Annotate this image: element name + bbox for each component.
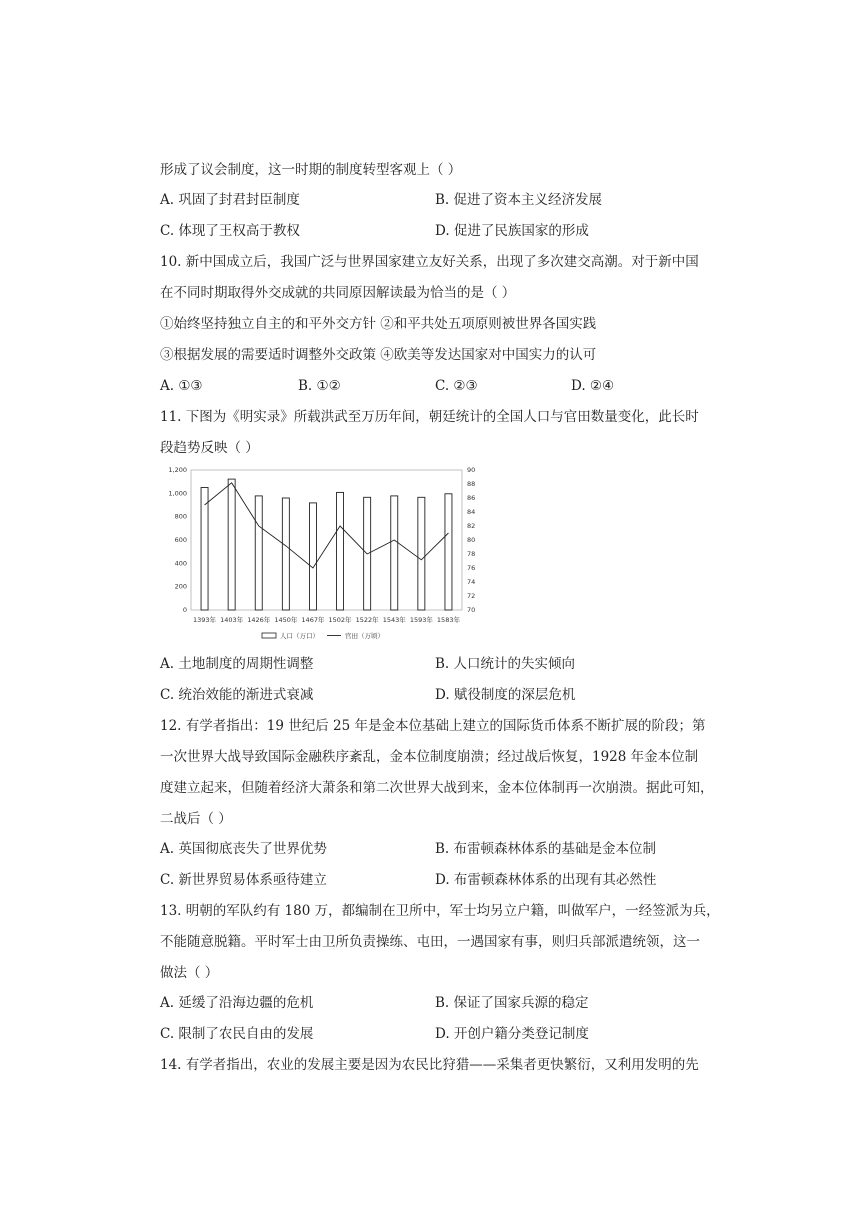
left-axis-tick-label: 1,000 [168,489,187,498]
x-axis-tick-label: 1393年 [193,616,217,624]
population-bar [201,488,208,611]
population-bar [337,492,344,610]
legend-bar-label: 人口（万口） [280,632,319,640]
q11-option-d: D. 赋役制度的深层危机 [435,687,576,703]
right-axis-tick-label: 74 [467,578,476,586]
left-axis-tick-label: 1,200 [168,466,187,474]
x-axis-tick-label: 1426年 [247,616,271,624]
population-bar [282,498,289,610]
official-land-line [205,483,449,568]
q12-option-b: B. 布雷顿森林体系的基础是金本位制 [435,841,657,857]
q10-option-a: A. ①③ [160,378,203,394]
x-axis-tick-label: 1403年 [220,616,244,624]
x-axis-tick-label: 1593年 [409,616,433,624]
x-axis-tick-label: 1467年 [301,616,325,624]
q12-stem-line-4: 二战后（ ） [160,811,232,827]
x-axis-tick-label: 1583年 [436,616,460,624]
q12-option-a: A. 英国彻底丧失了世界优势 [160,841,327,857]
q10-option-c: C. ②③ [435,378,478,394]
chart-svg [157,460,492,650]
q13-option-b: B. 保证了国家兵源的稳定 [435,995,589,1011]
q9-option-d: D. 促进了民族国家的形成 [435,223,589,239]
q12-stem-line-1: 12. 有学者指出：19 世纪后 25 年是金本位基础上建立的国际货币体系不断扩展的阶段；第 [160,718,706,734]
q11-option-a: A. 土地制度的周期性调整 [160,656,314,672]
legend-bar-swatch [262,633,276,638]
right-axis-tick-label: 88 [467,480,476,488]
population-bar [228,479,235,610]
q10-statements-line-2: ③根据发展的需要适时调整外交政策 ④欧美等发达国家对中国实力的认可 [160,347,597,363]
left-axis-tick-label: 200 [174,582,187,591]
right-axis-tick-label: 76 [467,564,476,572]
left-axis-tick-label: 0 [182,606,187,614]
right-axis-tick-label: 84 [467,508,476,516]
q12-stem-line-3: 度建立起来，但随着经济大萧条和第二次世界大战到来，金本位体制再一次崩溃。据此可知， [160,780,714,796]
x-axis-tick-label: 1543年 [382,616,406,624]
x-axis-tick-label: 1450年 [274,616,298,624]
left-axis-tick-label: 800 [174,512,187,521]
q12-option-c: C. 新世界贸易体系亟待建立 [160,872,327,888]
q14-stem-line-1: 14. 有学者指出，农业的发展主要是因为农民比狩猎——采集者更快繁衍，又利用发明的先 [160,1057,699,1073]
q12-stem-line-2: 一次世界大战导致国际金融秩序紊乱，金本位制度崩溃；经过战后恢复，1928 年金本位制 [160,749,699,765]
q13-stem-line-1: 13. 明朝的军队约有 180 万，都编制在卫所中，军士均另立户籍，叫做军户，一经签派为兵， [160,903,720,919]
q11-stem-line-1: 11. 下图为《明实录》所载洪武至万历年间，朝廷统计的全国人口与官田数量变化，此长时 [160,409,699,425]
right-axis-tick-label: 72 [467,592,476,600]
legend-line-label: 官田（万顷） [345,632,384,640]
q10-stem-line-2: 在不同时期取得外交成就的共同原因解读最为恰当的是（ ） [160,285,516,301]
population-bar [309,503,316,610]
q11-stem-line-2: 段趋势反映（ ） [160,440,259,456]
q10-statements-line-1: ①始终坚持独立自主的和平外交方针 ②和平共处五项原则被世界各国实践 [160,316,597,332]
q13-stem-line-3: 做法（ ） [160,965,219,981]
q13-option-d: D. 开创户籍分类登记制度 [435,1026,589,1042]
q9-stem: 形成了议会制度，这一时期的制度转型客观上（ ） [160,162,462,178]
left-axis-tick-label: 400 [174,559,187,568]
population-land-chart [157,460,492,650]
x-axis-tick-label: 1522年 [355,616,379,624]
q13-option-c: C. 限制了农民自由的发展 [160,1026,314,1042]
population-bar [445,494,452,610]
q11-option-c: C. 统治效能的渐进式衰减 [160,687,314,703]
left-axis-tick-label: 600 [174,536,187,544]
right-axis-tick-label: 80 [467,536,476,544]
q10-option-b: B. ①② [298,378,341,394]
population-bar [418,497,425,610]
right-axis-tick-label: 90 [467,466,476,474]
q10-option-d: D. ②④ [571,378,615,394]
q13-stem-line-2: 不能随意脱籍。平时军士由卫所负责操练、屯田，一遇国家有事，则归兵部派遣统领，这一 [160,934,700,950]
right-axis-tick-label: 78 [467,550,476,558]
x-axis-tick-label: 1502年 [328,616,352,624]
right-axis-tick-label: 70 [467,606,476,614]
q9-option-b: B. 促进了资本主义经济发展 [435,192,603,208]
q11-option-b: B. 人口统计的失实倾向 [435,656,576,672]
q9-option-c: C. 体现了王权高于教权 [160,223,300,239]
population-bar [391,496,398,610]
right-axis-tick-label: 82 [467,522,476,530]
right-axis-tick-label: 86 [467,494,476,502]
q10-stem-line-1: 10. 新中国成立后，我国广泛与世界国家建立友好关系，出现了多次建交高潮。对于新中国 [160,254,699,270]
q9-option-a: A. 巩固了封君封臣制度 [160,192,300,208]
q13-option-a: A. 延缓了沿海边疆的危机 [160,995,314,1011]
population-bar [255,496,262,610]
q12-option-d: D. 布雷顿森林体系的出现有其必然性 [435,872,657,888]
